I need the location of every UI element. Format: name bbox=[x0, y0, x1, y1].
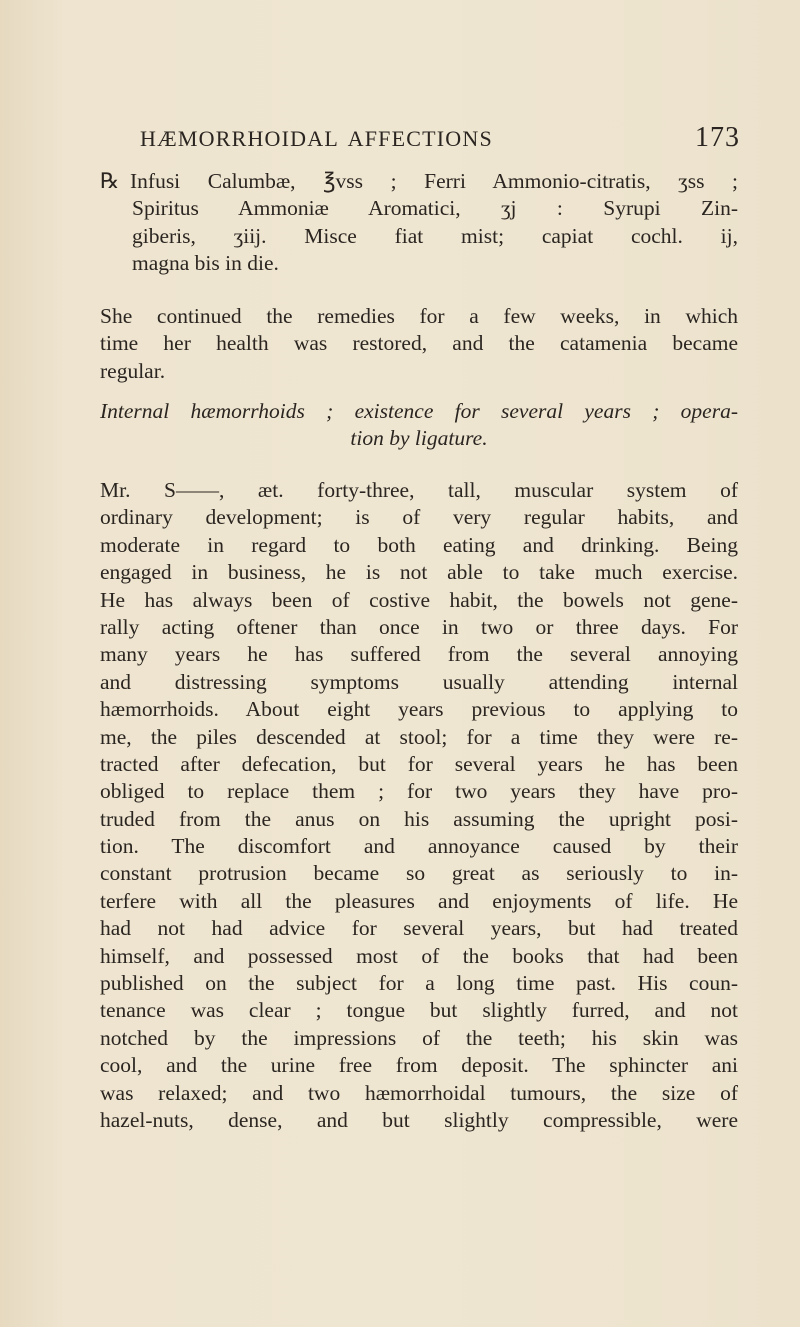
recipe-symbol: ℞ bbox=[100, 169, 120, 193]
text-line: constant protrusion became so great as seriously to in- bbox=[100, 861, 738, 886]
heading-line: Internal hæmorrhoids ; existence for several years ; opera- bbox=[100, 399, 738, 423]
heading-line: tion by ligature. bbox=[350, 426, 488, 451]
text-line: She continued the remedies for a few weeks, in which bbox=[100, 304, 738, 328]
text-line: was relaxed; and two hæmorrhoidal tumours, the size of bbox=[100, 1080, 738, 1105]
prescription bbox=[100, 168, 738, 278]
text-line: hazel-nuts, dense, and but slightly compressible, were bbox=[100, 1107, 738, 1132]
prescription-line: giberis, ʒiij. Misce fiat mist; capiat cochl. ij, bbox=[132, 223, 738, 248]
text-line: moderate in regard to both eating and drinking. Being bbox=[100, 532, 738, 557]
page-header bbox=[140, 122, 740, 166]
text-line: me, the piles descended at stool; for a time they were re- bbox=[100, 724, 738, 749]
prescription-line: magna bis in die. bbox=[132, 251, 279, 276]
text-line: tion. The discomfort and annoyance caused by their bbox=[100, 834, 738, 859]
text-line: cool, and the urine free from deposit. The sphincter ani bbox=[100, 1053, 738, 1078]
text-line: time her health was restored, and the catamenia became bbox=[100, 331, 738, 356]
prescription-line: Spiritus Ammoniæ Aromatici, ʒj : Syrupi Zin- bbox=[132, 196, 738, 221]
text-line: tracted after defecation, but for several years he has been bbox=[100, 751, 738, 776]
text-line: regular. bbox=[100, 358, 166, 383]
text-line: tenance was clear ; tongue but slightly furred, and not bbox=[100, 998, 738, 1023]
text-line: many years he has suffered from the several annoying bbox=[100, 642, 738, 667]
text-line: Mr. S——, æt. forty-three, tall, muscular system of bbox=[100, 478, 738, 502]
text-line: published on the subject for a long time past. His coun- bbox=[100, 971, 738, 996]
text-line: obliged to replace them ; for two years they have pro- bbox=[100, 779, 738, 804]
text-line: hæmorrhoids. About eight years previous to applying to bbox=[100, 697, 738, 722]
text-line: rally acting oftener than once in two or three days. For bbox=[100, 614, 738, 639]
text-line: himself, and possessed most of the books that had been bbox=[100, 943, 738, 968]
prescription-line: ℞ Infusi Calumbæ, ℥vss ; Ferri Ammonio-citratis, ʒss ; bbox=[100, 168, 738, 195]
text-line: terfere with all the pleasures and enjoyments of life. He bbox=[100, 888, 738, 913]
paragraph bbox=[100, 477, 738, 1134]
text-line: notched by the impressions of the teeth; his skin was bbox=[100, 1025, 738, 1050]
text-line: ordinary development; is of very regular habits, and bbox=[100, 505, 738, 530]
page-number: 173 bbox=[695, 122, 740, 153]
paragraph bbox=[100, 303, 738, 385]
running-head: HÆMORRHOIDAL AFFECTIONS bbox=[140, 126, 493, 151]
case-heading bbox=[100, 398, 738, 453]
text-line: engaged in business, he is not able to take much exercise. bbox=[100, 560, 738, 585]
text-line: He has always been of costive habit, the bowels not gene- bbox=[100, 587, 738, 612]
text-line: truded from the anus on his assuming the upright posi- bbox=[100, 806, 738, 831]
text-line: and distressing symptoms usually attending internal bbox=[100, 669, 738, 694]
text-line: had not had advice for several years, but had treated bbox=[100, 916, 738, 941]
